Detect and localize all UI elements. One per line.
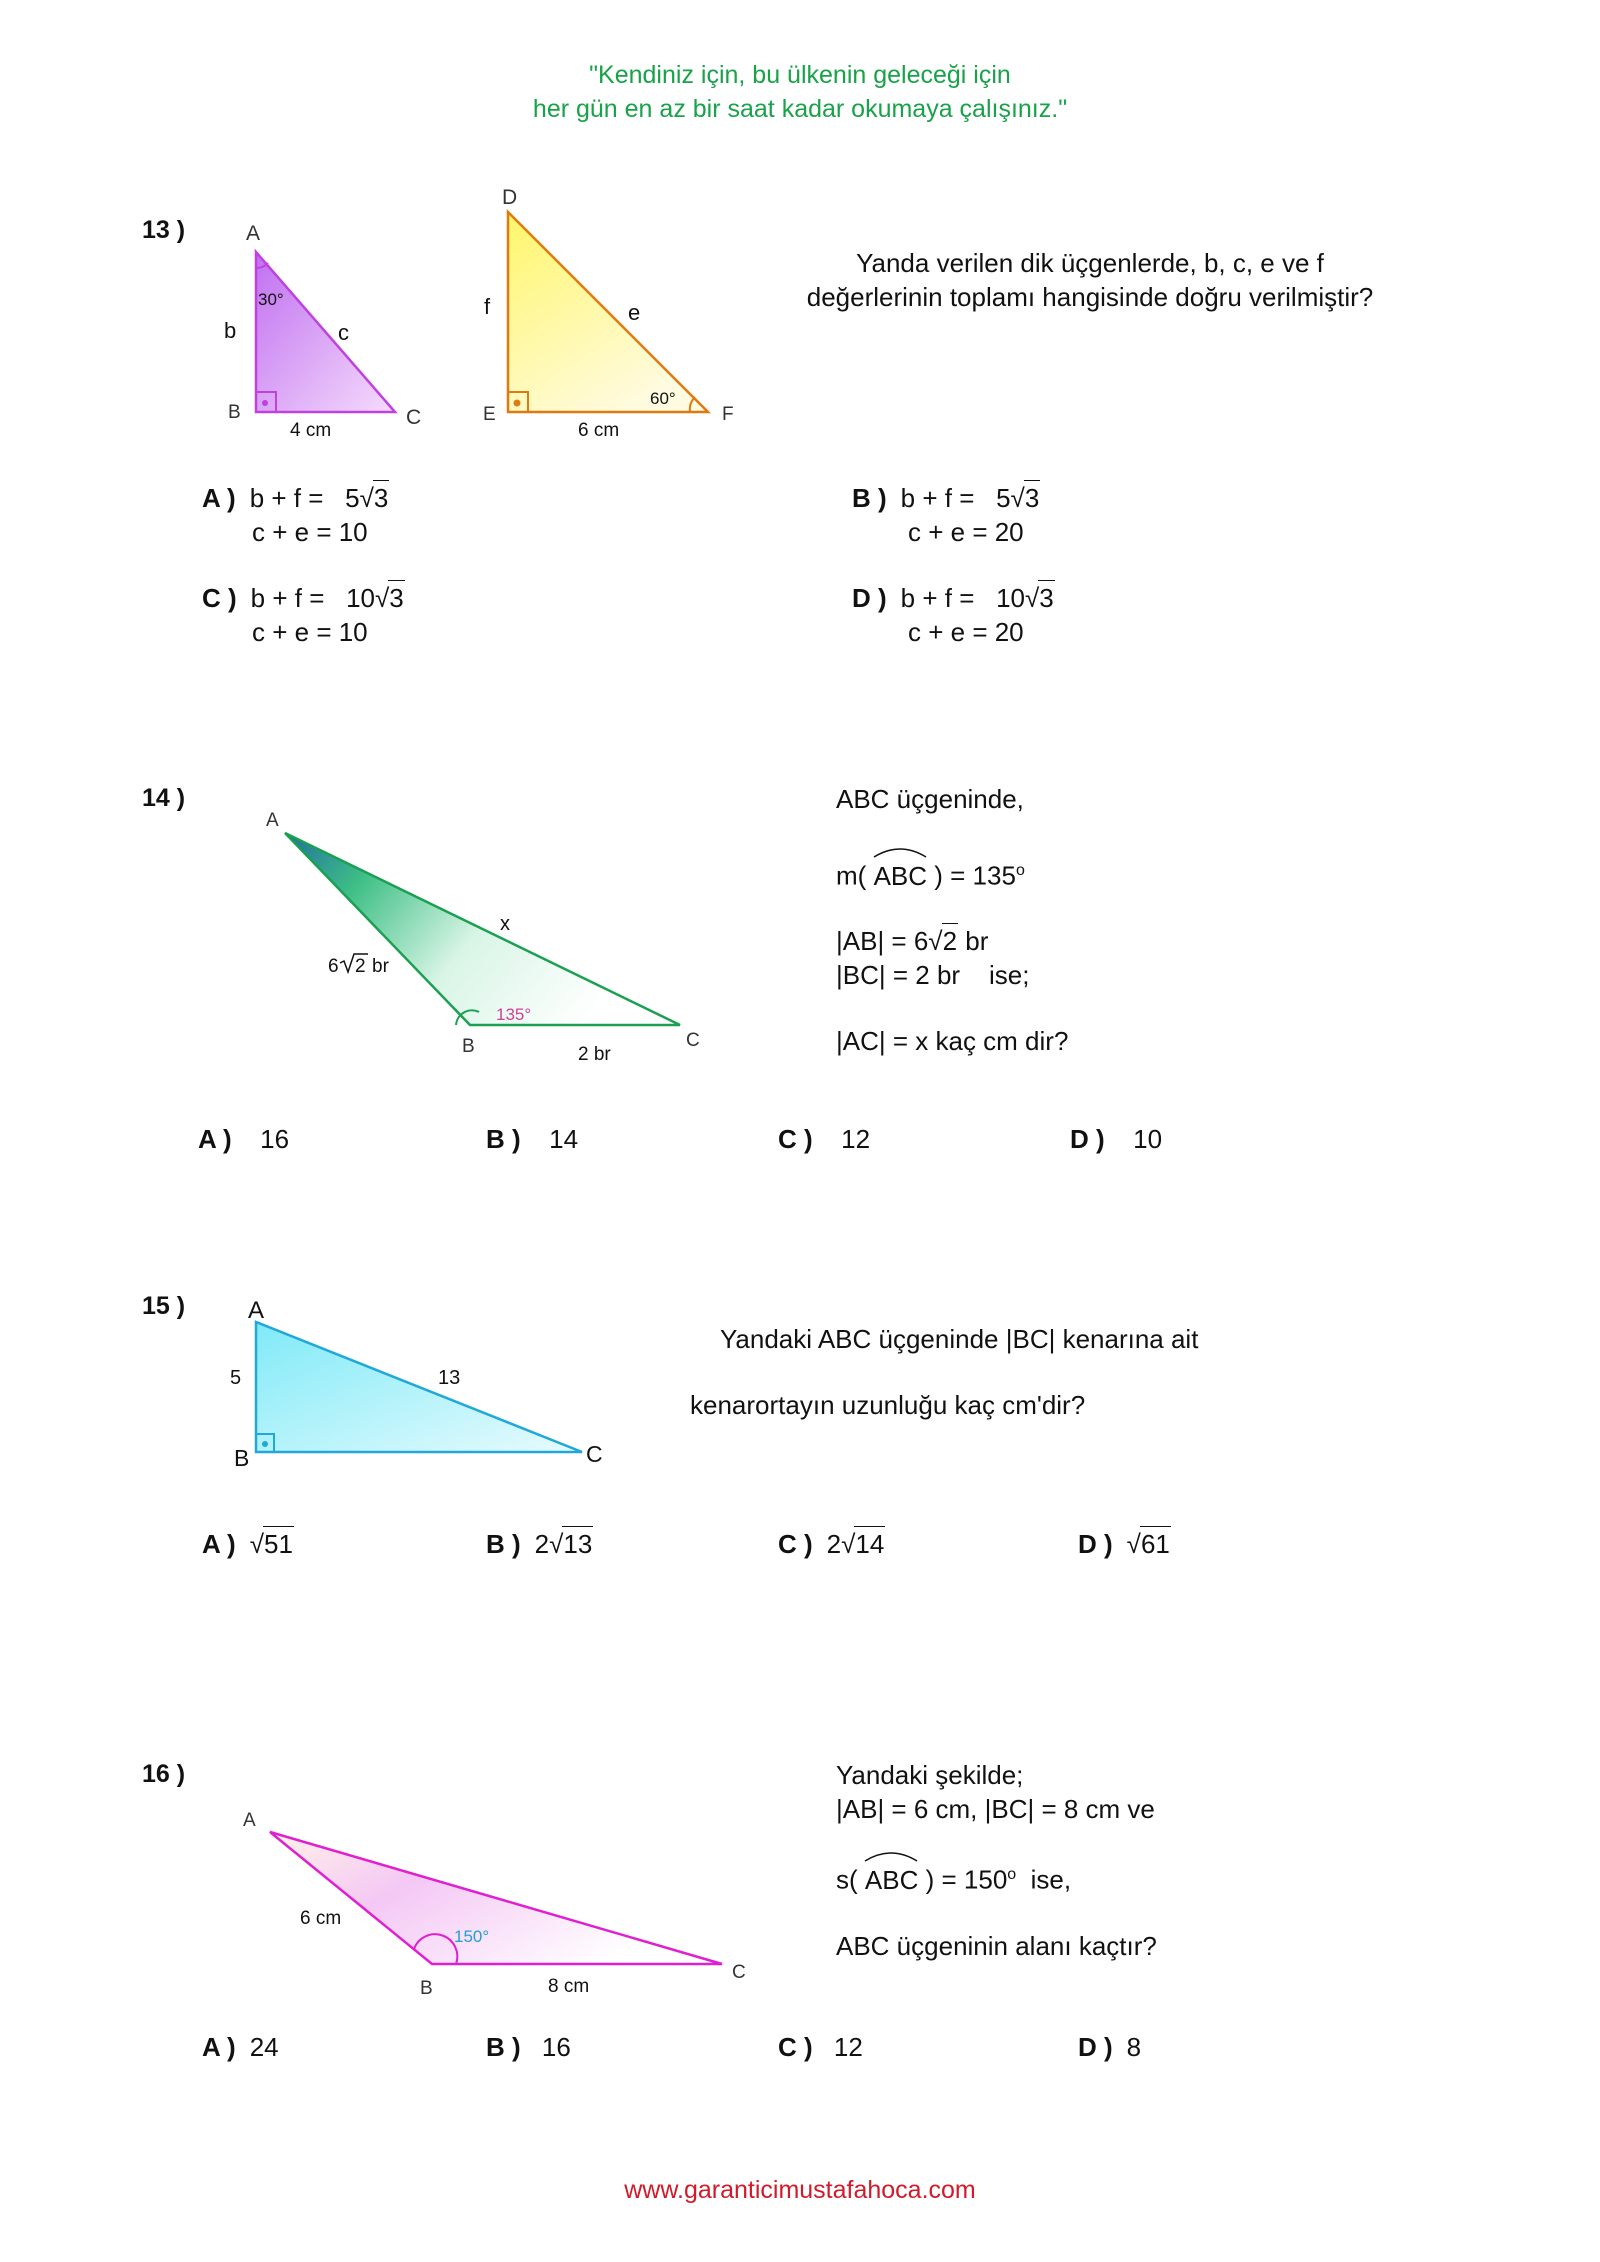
q15-option-b[interactable] bbox=[486, 1526, 593, 1561]
option-label: D ) bbox=[1078, 1529, 1113, 1559]
q14-text-title: ABC üçgeninde, bbox=[836, 784, 1024, 814]
option-label: B ) bbox=[486, 2032, 521, 2062]
q13-option-a[interactable] bbox=[202, 480, 389, 549]
q13-option-d[interactable] bbox=[852, 580, 1055, 649]
sqrt-symbol: √ bbox=[359, 483, 374, 513]
q13-option-b[interactable] bbox=[852, 480, 1040, 549]
q13-label-b: b bbox=[224, 318, 237, 343]
ab-unit: br bbox=[965, 925, 989, 956]
question-13-number: 13 ) bbox=[142, 216, 186, 244]
q15-triangle bbox=[230, 1297, 603, 1471]
q14-label-ab-unit: br bbox=[372, 956, 389, 977]
footer-url[interactable]: www.garanticimustafahoca.com bbox=[624, 2176, 976, 2204]
ab-coef: 6 bbox=[913, 925, 929, 956]
angle-name-text: ABC bbox=[873, 860, 928, 891]
q14-label-ab-coef: 6 bbox=[328, 956, 339, 977]
q16-label-bc: 8 cm bbox=[548, 1976, 590, 1997]
q16-text-line-2: |AB| = 6 cm, |BC| = 8 cm ve bbox=[836, 1794, 1155, 1824]
q14-label-B: B bbox=[462, 1036, 475, 1057]
q15-label-B: B bbox=[234, 1445, 250, 1471]
option-label: A ) bbox=[202, 2032, 236, 2062]
q16-question-text bbox=[836, 1758, 1336, 1963]
sqrt-symbol: √ bbox=[549, 1529, 564, 1559]
q16-label-B: B bbox=[420, 1978, 433, 1999]
q14-label-x: x bbox=[500, 913, 510, 935]
option-label: A ) bbox=[198, 1124, 232, 1154]
q13-label-C: C bbox=[406, 406, 422, 429]
option-line1: b + f = bbox=[250, 583, 332, 613]
option-radicand: 61 bbox=[1140, 1526, 1171, 1561]
q13-label-B: B bbox=[228, 402, 241, 423]
option-radicand: 3 bbox=[1024, 480, 1040, 515]
option-label: D ) bbox=[1078, 2032, 1113, 2062]
option-value: 14 bbox=[549, 1124, 579, 1154]
question-15-number: 15 ) bbox=[142, 1292, 186, 1320]
q14-option-c[interactable] bbox=[778, 1122, 870, 1156]
sqrt-symbol: √ bbox=[841, 1529, 856, 1559]
q16-text-angle bbox=[836, 1858, 1336, 1897]
q15-option-c[interactable] bbox=[778, 1526, 885, 1561]
option-value: 10 bbox=[1133, 1124, 1163, 1154]
q13-angle-60: 60° bbox=[650, 389, 676, 408]
q13-text-line-1: Yanda verilen dik üçgenlerde, b, c, e ve f bbox=[856, 248, 1324, 278]
option-label: B ) bbox=[486, 1124, 521, 1154]
q14-option-b[interactable] bbox=[486, 1122, 578, 1156]
q14-label-C: C bbox=[686, 1030, 700, 1051]
q13-label-e: e bbox=[628, 300, 641, 325]
option-label: D ) bbox=[852, 583, 887, 613]
degree-sup: o bbox=[1007, 1866, 1017, 1883]
q13-label-E: E bbox=[483, 404, 496, 425]
option-line2: c + e = 20 bbox=[908, 617, 1024, 647]
q14-option-a[interactable] bbox=[198, 1122, 289, 1156]
q14-label-A: A bbox=[266, 810, 279, 831]
text-pre: |AB| = bbox=[836, 925, 914, 956]
angle-name bbox=[874, 859, 927, 893]
q14-option-d[interactable] bbox=[1070, 1122, 1162, 1156]
q13-triangle-abc bbox=[224, 222, 421, 441]
q16-label-C: C bbox=[732, 1962, 746, 1983]
option-value: 16 bbox=[260, 1124, 290, 1154]
q16-option-d[interactable] bbox=[1078, 2030, 1141, 2064]
q13-question-text bbox=[790, 246, 1390, 314]
option-label: D ) bbox=[1070, 1124, 1105, 1154]
option-label: B ) bbox=[852, 483, 887, 513]
option-value: 12 bbox=[833, 2032, 863, 2062]
sqrt-symbol: √ bbox=[1010, 483, 1025, 513]
q13-triangle-def bbox=[483, 186, 734, 441]
option-label: C ) bbox=[778, 2032, 813, 2062]
angle-name-text: ABC bbox=[864, 1864, 919, 1895]
option-coef: 2 bbox=[534, 1529, 550, 1559]
option-label: C ) bbox=[778, 1124, 813, 1154]
q15-option-d[interactable] bbox=[1078, 1526, 1171, 1561]
q14-angle-135: 135° bbox=[496, 1005, 532, 1024]
q15-label-C: C bbox=[586, 1441, 603, 1467]
angle-arc-icon bbox=[872, 845, 928, 859]
option-label: C ) bbox=[202, 583, 237, 613]
option-value: 24 bbox=[249, 2032, 279, 2062]
option-coef: 5 bbox=[996, 483, 1011, 513]
q14-label-ab-rad: 2 bbox=[355, 956, 366, 977]
option-line1: b + f = bbox=[900, 583, 982, 613]
option-radicand: 3 bbox=[1038, 580, 1054, 615]
option-line2: c + e = 20 bbox=[908, 517, 1024, 547]
option-label: C ) bbox=[778, 1529, 813, 1559]
q16-triangle bbox=[243, 1810, 746, 1999]
q13-label-f: f bbox=[484, 294, 491, 319]
q15-label-ab: 5 bbox=[230, 1367, 242, 1389]
option-line1: b + f = bbox=[249, 483, 331, 513]
q14-text-angle bbox=[836, 854, 1336, 893]
angle-name bbox=[865, 1863, 918, 1897]
option-radicand: 51 bbox=[263, 1526, 294, 1561]
q14-question-text bbox=[836, 782, 1336, 1058]
option-value: 12 bbox=[841, 1124, 871, 1154]
q16-option-a[interactable] bbox=[202, 2030, 279, 2064]
option-radicand: 3 bbox=[388, 580, 404, 615]
q16-text-line-4: ABC üçgeninin alanı kaçtır? bbox=[836, 1930, 1157, 1961]
q16-text-line-1: Yandaki şekilde; bbox=[836, 1760, 1024, 1790]
q13-label-D: D bbox=[502, 186, 518, 209]
option-value: 16 bbox=[541, 2032, 571, 2062]
text-post: ) = 150 bbox=[925, 1864, 1008, 1895]
option-radicand: 3 bbox=[373, 480, 389, 515]
option-radicand: 13 bbox=[562, 1526, 593, 1561]
q16-label-A: A bbox=[243, 1810, 256, 1831]
q13-base-6cm: 6 cm bbox=[578, 420, 620, 441]
option-label: A ) bbox=[202, 483, 236, 513]
option-coef: 10 bbox=[996, 583, 1025, 613]
option-coef: 2 bbox=[826, 1529, 842, 1559]
option-value: 8 bbox=[1126, 2032, 1142, 2062]
q15-text-line-2: kenarortayın uzunluğu kaç cm'dir? bbox=[690, 1390, 1086, 1420]
sqrt-symbol: √ bbox=[928, 925, 943, 956]
sqrt-symbol: √ bbox=[1025, 583, 1040, 613]
q13-label-F: F bbox=[722, 404, 734, 425]
angle-arc-icon bbox=[863, 1849, 919, 1863]
sqrt-symbol: √ bbox=[1126, 1529, 1141, 1559]
q13-label-A: A bbox=[246, 222, 261, 245]
sqrt-symbol: √ bbox=[249, 1529, 264, 1559]
q16-angle-150: 150° bbox=[454, 1927, 490, 1946]
question-14-number: 14 ) bbox=[142, 784, 186, 812]
q14-text-bc: |BC| = 2 br ise; bbox=[836, 959, 1030, 990]
q13-base-4cm: 4 cm bbox=[290, 420, 332, 441]
q15-option-a[interactable] bbox=[202, 1526, 294, 1561]
sqrt-symbol: √ bbox=[375, 583, 390, 613]
question-16-number: 16 ) bbox=[142, 1760, 186, 1788]
q13-text-line-2: değerlerinin toplamı hangisinde doğru verilmiştir? bbox=[806, 282, 1374, 312]
ab-radicand: 2 bbox=[942, 923, 958, 958]
option-line1: b + f = bbox=[900, 483, 982, 513]
option-coef: 10 bbox=[346, 583, 375, 613]
q16-option-c[interactable] bbox=[778, 2030, 863, 2064]
q14-triangle bbox=[266, 810, 700, 1065]
q15-label-A: A bbox=[248, 1297, 265, 1324]
text-post: ) = 135 bbox=[934, 860, 1016, 891]
q15-label-ac: 13 bbox=[438, 1367, 461, 1389]
quote-line-2: her gün en az bir saat kadar okumaya çalışınız." bbox=[532, 95, 1068, 123]
q15-text-line-1: Yandaki ABC üçgeninde |BC| kenarına ait bbox=[720, 1324, 1199, 1354]
text-pre: s( bbox=[836, 1864, 858, 1895]
q13-option-c[interactable] bbox=[202, 580, 405, 649]
q14-text-question: |AC| = x kaç cm dir? bbox=[836, 1025, 1069, 1056]
q13-angle-30: 30° bbox=[258, 290, 284, 309]
option-line2: c + e = 10 bbox=[252, 517, 368, 547]
q13-label-c: c bbox=[338, 320, 349, 345]
option-label: A ) bbox=[202, 1529, 236, 1559]
q16-option-b[interactable] bbox=[486, 2030, 571, 2064]
q16-label-ab: 6 cm bbox=[300, 1908, 342, 1929]
text-pre: m( bbox=[836, 860, 867, 891]
option-label: B ) bbox=[486, 1529, 521, 1559]
option-line2: c + e = 10 bbox=[252, 617, 368, 647]
q14-label-bc: 2 br bbox=[578, 1044, 611, 1065]
q14-text-ab bbox=[836, 923, 1336, 958]
degree-sup: o bbox=[1015, 862, 1025, 879]
quote-line-1: "Kendiniz için, bu ülkenin geleceği için bbox=[589, 61, 1011, 89]
option-radicand: 14 bbox=[854, 1526, 885, 1561]
text-end: ise, bbox=[1030, 1864, 1072, 1895]
option-coef: 5 bbox=[345, 483, 360, 513]
